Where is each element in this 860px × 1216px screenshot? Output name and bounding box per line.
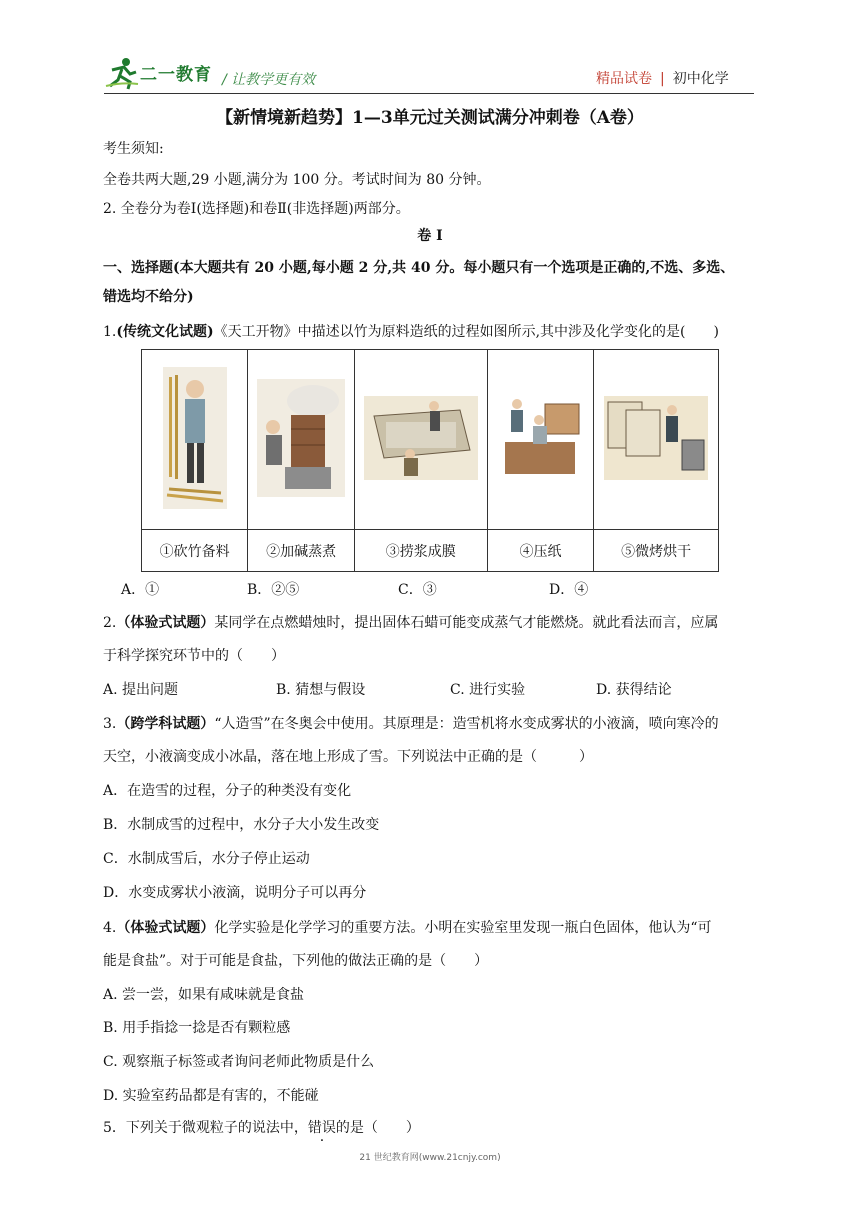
question-tag: (传统文化试题) — [116, 324, 214, 340]
q4-option-b[interactable]: B. 用手指捻一捻是否有颗粒感 — [103, 1020, 291, 1036]
caption-3: ③捞浆成膜 — [354, 530, 487, 572]
q4-option-d[interactable]: D. 实验室药品都是有害的，不能碰 — [103, 1088, 319, 1104]
logo — [104, 56, 214, 92]
figure-cut-bamboo — [142, 350, 248, 530]
figure-press-paper — [487, 350, 594, 530]
q2-option-b[interactable]: B. 猜想与假设 — [276, 682, 366, 698]
question-3-line-2: 天空，小液滴变成小冰晶，落在地上形成了雪。下列说法中正确的是（ ） — [103, 749, 593, 765]
q3-option-a[interactable]: A．在造雪的过程，分子的种类没有变化 — [103, 783, 352, 799]
logo-text: 二一教育 — [140, 65, 212, 85]
question-1 — [103, 322, 719, 342]
q3-option-c[interactable]: C．水制成雪后，水分子停止运动 — [103, 851, 310, 867]
volume-label: 卷 Ⅰ — [417, 228, 443, 244]
caption-5: ⑤微烤烘干 — [594, 530, 719, 572]
q2-option-c[interactable]: C. 进行实验 — [450, 682, 526, 698]
tag-separator: | — [660, 71, 665, 87]
q3-option-d[interactable]: D．水变成雾状小液滴，说明分子可以再分 — [103, 885, 367, 901]
tag-premium: 精品试卷 — [596, 71, 652, 87]
page-title: 【新情境新趋势】1—3单元过关测试满分冲刺卷（A卷） — [216, 108, 644, 128]
question-2-line-2: 于科学探究环节中的（ ） — [103, 648, 285, 664]
section-1-line-1: 一、选择题(本大题共有 20 小题,每小题 2 分,共 40 分。每小题只有一个选项是正确的,不选、多选、 — [103, 260, 735, 276]
q1-option-a[interactable]: A．① — [121, 582, 160, 598]
slogan: / 让教学更有效 — [222, 72, 316, 88]
header-divider — [104, 93, 754, 94]
figure-scoop-pulp — [354, 350, 487, 530]
question-number: 2. — [103, 615, 117, 631]
emphasis-word: 错误 — [307, 1120, 336, 1136]
question-text: “人造雪”在冬奥会中使用。其原理是：造雪机将水变成雾状的小液滴，喷向寒冷的 — [214, 716, 719, 732]
notice-heading: 考生须知: — [103, 141, 164, 157]
q1-option-b[interactable]: B．②⑤ — [247, 582, 300, 598]
notice-line-1: 全卷共两大题,29 小题,满分为 100 分。考试时间为 80 分钟。 — [103, 172, 491, 188]
question-tag: （体验式试题） — [116, 920, 215, 936]
papermaking-figure-table — [141, 349, 719, 572]
question-text-end: 的是（ ） — [335, 1120, 420, 1136]
q2-option-a[interactable]: A. 提出问题 — [103, 682, 179, 698]
question-3-line-1 — [103, 714, 719, 734]
question-text: 《天工开物》中描述以竹为原料造纸的过程如图所示,其中涉及化学变化的是( ) — [213, 324, 719, 340]
section-1-line-2: 错选均不给分) — [103, 289, 194, 305]
q4-option-c[interactable]: C. 观察瓶子标签或者询问老师此物质是什么 — [103, 1054, 375, 1070]
caption-2: ②加碱蒸煮 — [248, 530, 355, 572]
notice-line-2: 2. 全卷分为卷Ⅰ(选择题)和卷Ⅱ(非选择题)两部分。 — [103, 201, 410, 217]
question-text: 5．下列关于微观粒子的说法中， — [103, 1120, 308, 1136]
question-text: 化学实验是化学学习的重要方法。小明在实验室里发现一瓶白色固体，他认为“可 — [214, 920, 712, 936]
question-2-line-1 — [103, 613, 718, 633]
header-tags — [596, 68, 729, 88]
q4-option-a[interactable]: A. 尝一尝，如果有咸味就是食盐 — [103, 987, 305, 1003]
runner-logo-icon — [104, 56, 140, 90]
question-4-line-1 — [103, 918, 712, 938]
q1-option-c[interactable]: C．③ — [398, 582, 437, 598]
q2-option-d[interactable]: D. 获得结论 — [596, 682, 672, 698]
question-4-line-2: 能是食盐”。对于可能是食盐，下列他的做法正确的是（ ） — [103, 953, 489, 969]
tag-subject: 初中化学 — [672, 71, 729, 87]
question-number: 1. — [103, 324, 117, 340]
question-tag: （跨学科试题） — [116, 716, 215, 732]
question-5 — [103, 1118, 420, 1138]
figure-bake-dry — [594, 350, 719, 530]
q3-option-b[interactable]: B．水制成雪的过程中，水分子大小发生改变 — [103, 817, 380, 833]
figure-alkali-boil — [248, 350, 355, 530]
q1-option-d[interactable]: D．④ — [549, 582, 589, 598]
question-tag: （体验式试题） — [116, 615, 215, 631]
question-number: 4. — [103, 920, 117, 936]
caption-1: ①砍竹备料 — [142, 530, 248, 572]
question-number: 3. — [103, 716, 117, 732]
question-text: 某同学在点燃蜡烛时，提出固体石蜡可能变成蒸气才能燃烧。就此看法而言，应属 — [214, 615, 719, 631]
footer: 21 世纪教育网(www.21cnjy.com) — [359, 1153, 501, 1163]
caption-4: ④压纸 — [487, 530, 594, 572]
